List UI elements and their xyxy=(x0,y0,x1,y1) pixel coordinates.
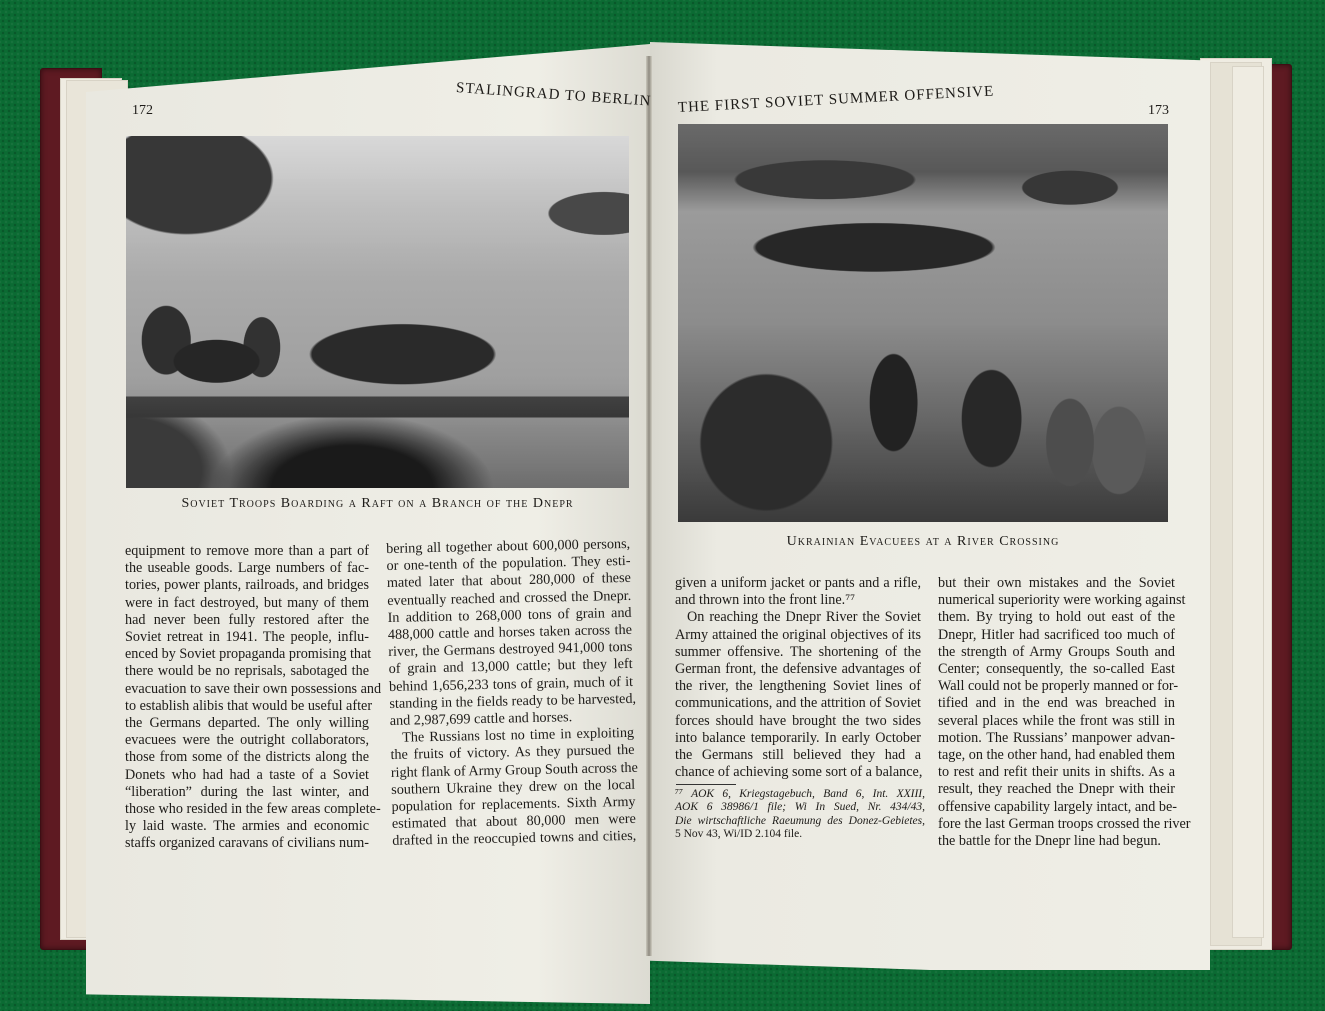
footnote-line: ⁷⁷ AOK 6, Kriegstagebuch, Band 6, Int. XXIII, xyxy=(675,788,925,800)
footnote-line: Die wirtschaftliche Raeumung des Donez-Gebietes, xyxy=(675,814,925,827)
text-line: Wall could not be properly manned or for- xyxy=(938,678,1179,695)
text-line: forces should have brought the two sides xyxy=(675,712,921,729)
text-line: enced by Soviet propaganda promising that xyxy=(125,646,372,663)
text-line: but their own mistakes and the Soviet xyxy=(938,575,1175,591)
text-line: those who resided in the few areas complete- xyxy=(125,801,381,818)
text-line: evacuees were the outright collaborators, xyxy=(125,732,369,749)
running-head-right: THE FIRST SOVIET SUMMER OFFENSIVE xyxy=(677,83,995,116)
text-line: summer offensive. The shortening of the xyxy=(675,643,921,660)
text-line: or one-tenth of the population. They esti- xyxy=(386,553,631,575)
text-line: German front, the defensive advantages of xyxy=(675,661,921,678)
text-column-left-1 xyxy=(125,543,382,853)
text-line: and 2,987,699 cattle and horses. xyxy=(389,709,573,729)
text-line: standing in the fields ready to be harvested, xyxy=(389,690,637,712)
text-line: fore the last German troops crossed the river xyxy=(938,815,1191,832)
text-line: result, they reached the Dnepr with their xyxy=(938,781,1175,798)
text-line: 488,000 cattle and horses taken across the xyxy=(387,621,633,643)
page-number-left: 172 xyxy=(132,103,153,118)
text-line: motion. The Russians’ manpower advan- xyxy=(938,729,1175,746)
photo-caption-left: Soviet Troops Boarding a Raft on a Branch of the Dnepr xyxy=(181,496,574,511)
text-line: The Russians lost no time in exploiting xyxy=(401,725,635,746)
text-line: the useable goods. Large numbers of fac- xyxy=(125,560,369,577)
text-line: were in fact destroyed, but many of them xyxy=(125,594,369,611)
text-line: given a uniform jacket or pants and a rifle, xyxy=(675,575,921,591)
photo-description xyxy=(678,505,1168,516)
text-line: tories, power plants, railroads, and bridges xyxy=(125,577,369,594)
text-line: several places while the front was still in xyxy=(938,712,1175,729)
text-line: equipment to remove more than a part of xyxy=(125,543,369,559)
text-line: the Germans departed. The only willing xyxy=(125,715,369,732)
text-line: staffs organized caravans of civilians num- xyxy=(125,835,369,852)
text-line: into balance temporarily. In early October xyxy=(675,729,921,746)
page-number-right: 173 xyxy=(1148,103,1169,118)
footnote-line: AOK 6 38986/1 file; Wi In Sued, Nr. 434/43, xyxy=(675,801,925,814)
text-line: river, the Germans destroyed 941,000 tons xyxy=(388,639,633,661)
text-line: Army attained the original objectives of its xyxy=(675,626,921,643)
text-line: behind 1,656,233 tons of grain, much of it xyxy=(388,673,634,695)
text-line: Donets who had had a taste of a Soviet xyxy=(125,766,369,783)
text-line: to rest and refit their units in shifts. As a xyxy=(938,764,1175,781)
text-line: drafted in the reoccupied towns and cities, xyxy=(392,828,637,850)
text-line: tified and in the end was breached in xyxy=(938,695,1175,712)
text-column-right-2 xyxy=(938,575,1191,850)
photo-caption-right: Ukrainian Evacuees at a River Crossing xyxy=(786,534,1060,549)
text-line: the river, the lengthening Soviet lines of xyxy=(675,678,921,695)
running-head-left: STALINGRAD TO BERLIN xyxy=(455,80,652,110)
text-line: evacuation to save their own possessions and xyxy=(125,680,382,697)
text-line: and thrown into the front line.⁷⁷ xyxy=(675,592,856,609)
text-line: the battle for the Dnepr line had begun. xyxy=(938,833,1161,850)
text-line: communications, and the attrition of Soviet xyxy=(675,695,921,712)
photo-soviet-troops-raft xyxy=(126,136,629,488)
text-line: the fruits of victory. As they pursued the xyxy=(390,742,635,764)
page-stack-right-edge xyxy=(1232,66,1264,938)
text-line: numerical superiority were working against xyxy=(938,592,1186,609)
text-line: southern Ukraine they drew on the local xyxy=(391,776,636,798)
text-column-right-1 xyxy=(675,575,921,781)
photo-description xyxy=(126,471,629,482)
footnote xyxy=(675,788,925,842)
text-line: there would be no reprisals, sabotaged the xyxy=(125,663,369,680)
footnote-line: 5 Nov 43, Wi/ID 2.104 file. xyxy=(675,828,803,841)
text-line: them. By trying to hold out east of the xyxy=(938,609,1175,626)
text-line: offensive capability largely intact, and be- xyxy=(938,798,1177,815)
book-gutter xyxy=(646,56,652,956)
text-line: estimated that about 80,000 men were xyxy=(391,811,637,833)
text-line: On reaching the Dnepr River the Soviet xyxy=(687,609,921,626)
text-line: Soviet retreat in 1941. The people, influ- xyxy=(125,629,369,646)
text-line: had never been fully restored after the xyxy=(125,611,369,628)
text-line: tage, on the other hand, had enabled them xyxy=(938,747,1175,764)
text-line: Dnepr, Hitler had sacrificed too much of xyxy=(938,626,1175,643)
photo-ukrainian-evacuees xyxy=(678,124,1168,522)
text-line: ly laid waste. The armies and economic xyxy=(125,818,369,835)
text-line: to establish alibis that would be useful after xyxy=(125,697,373,714)
text-column-left-2 xyxy=(386,535,639,851)
text-line: chance of achieving some sort of a balance, xyxy=(675,764,923,781)
text-line: bering all together about 600,000 persons, xyxy=(386,535,631,557)
text-line: In addition to 268,000 tons of grain and xyxy=(387,604,632,626)
text-line: those from some of the districts along the xyxy=(125,749,369,766)
text-line: eventually reached and crossed the Dnepr. xyxy=(387,587,632,609)
text-line: mated later that about 280,000 of these xyxy=(386,570,632,592)
text-line: “liberation” during the last winter, and xyxy=(125,783,369,800)
text-line: the strength of Army Groups South and xyxy=(938,643,1175,660)
text-line: population for replacements. Sixth Army xyxy=(391,793,636,815)
text-line: of grain and 13,000 cattle; but they left xyxy=(388,656,633,678)
text-line: Center; consequently, the so-called East xyxy=(938,661,1175,678)
footnote-rule xyxy=(676,784,736,785)
text-line: the Germans still believed they had a xyxy=(675,747,921,764)
text-line: right flank of Army Group South across the xyxy=(390,759,639,781)
